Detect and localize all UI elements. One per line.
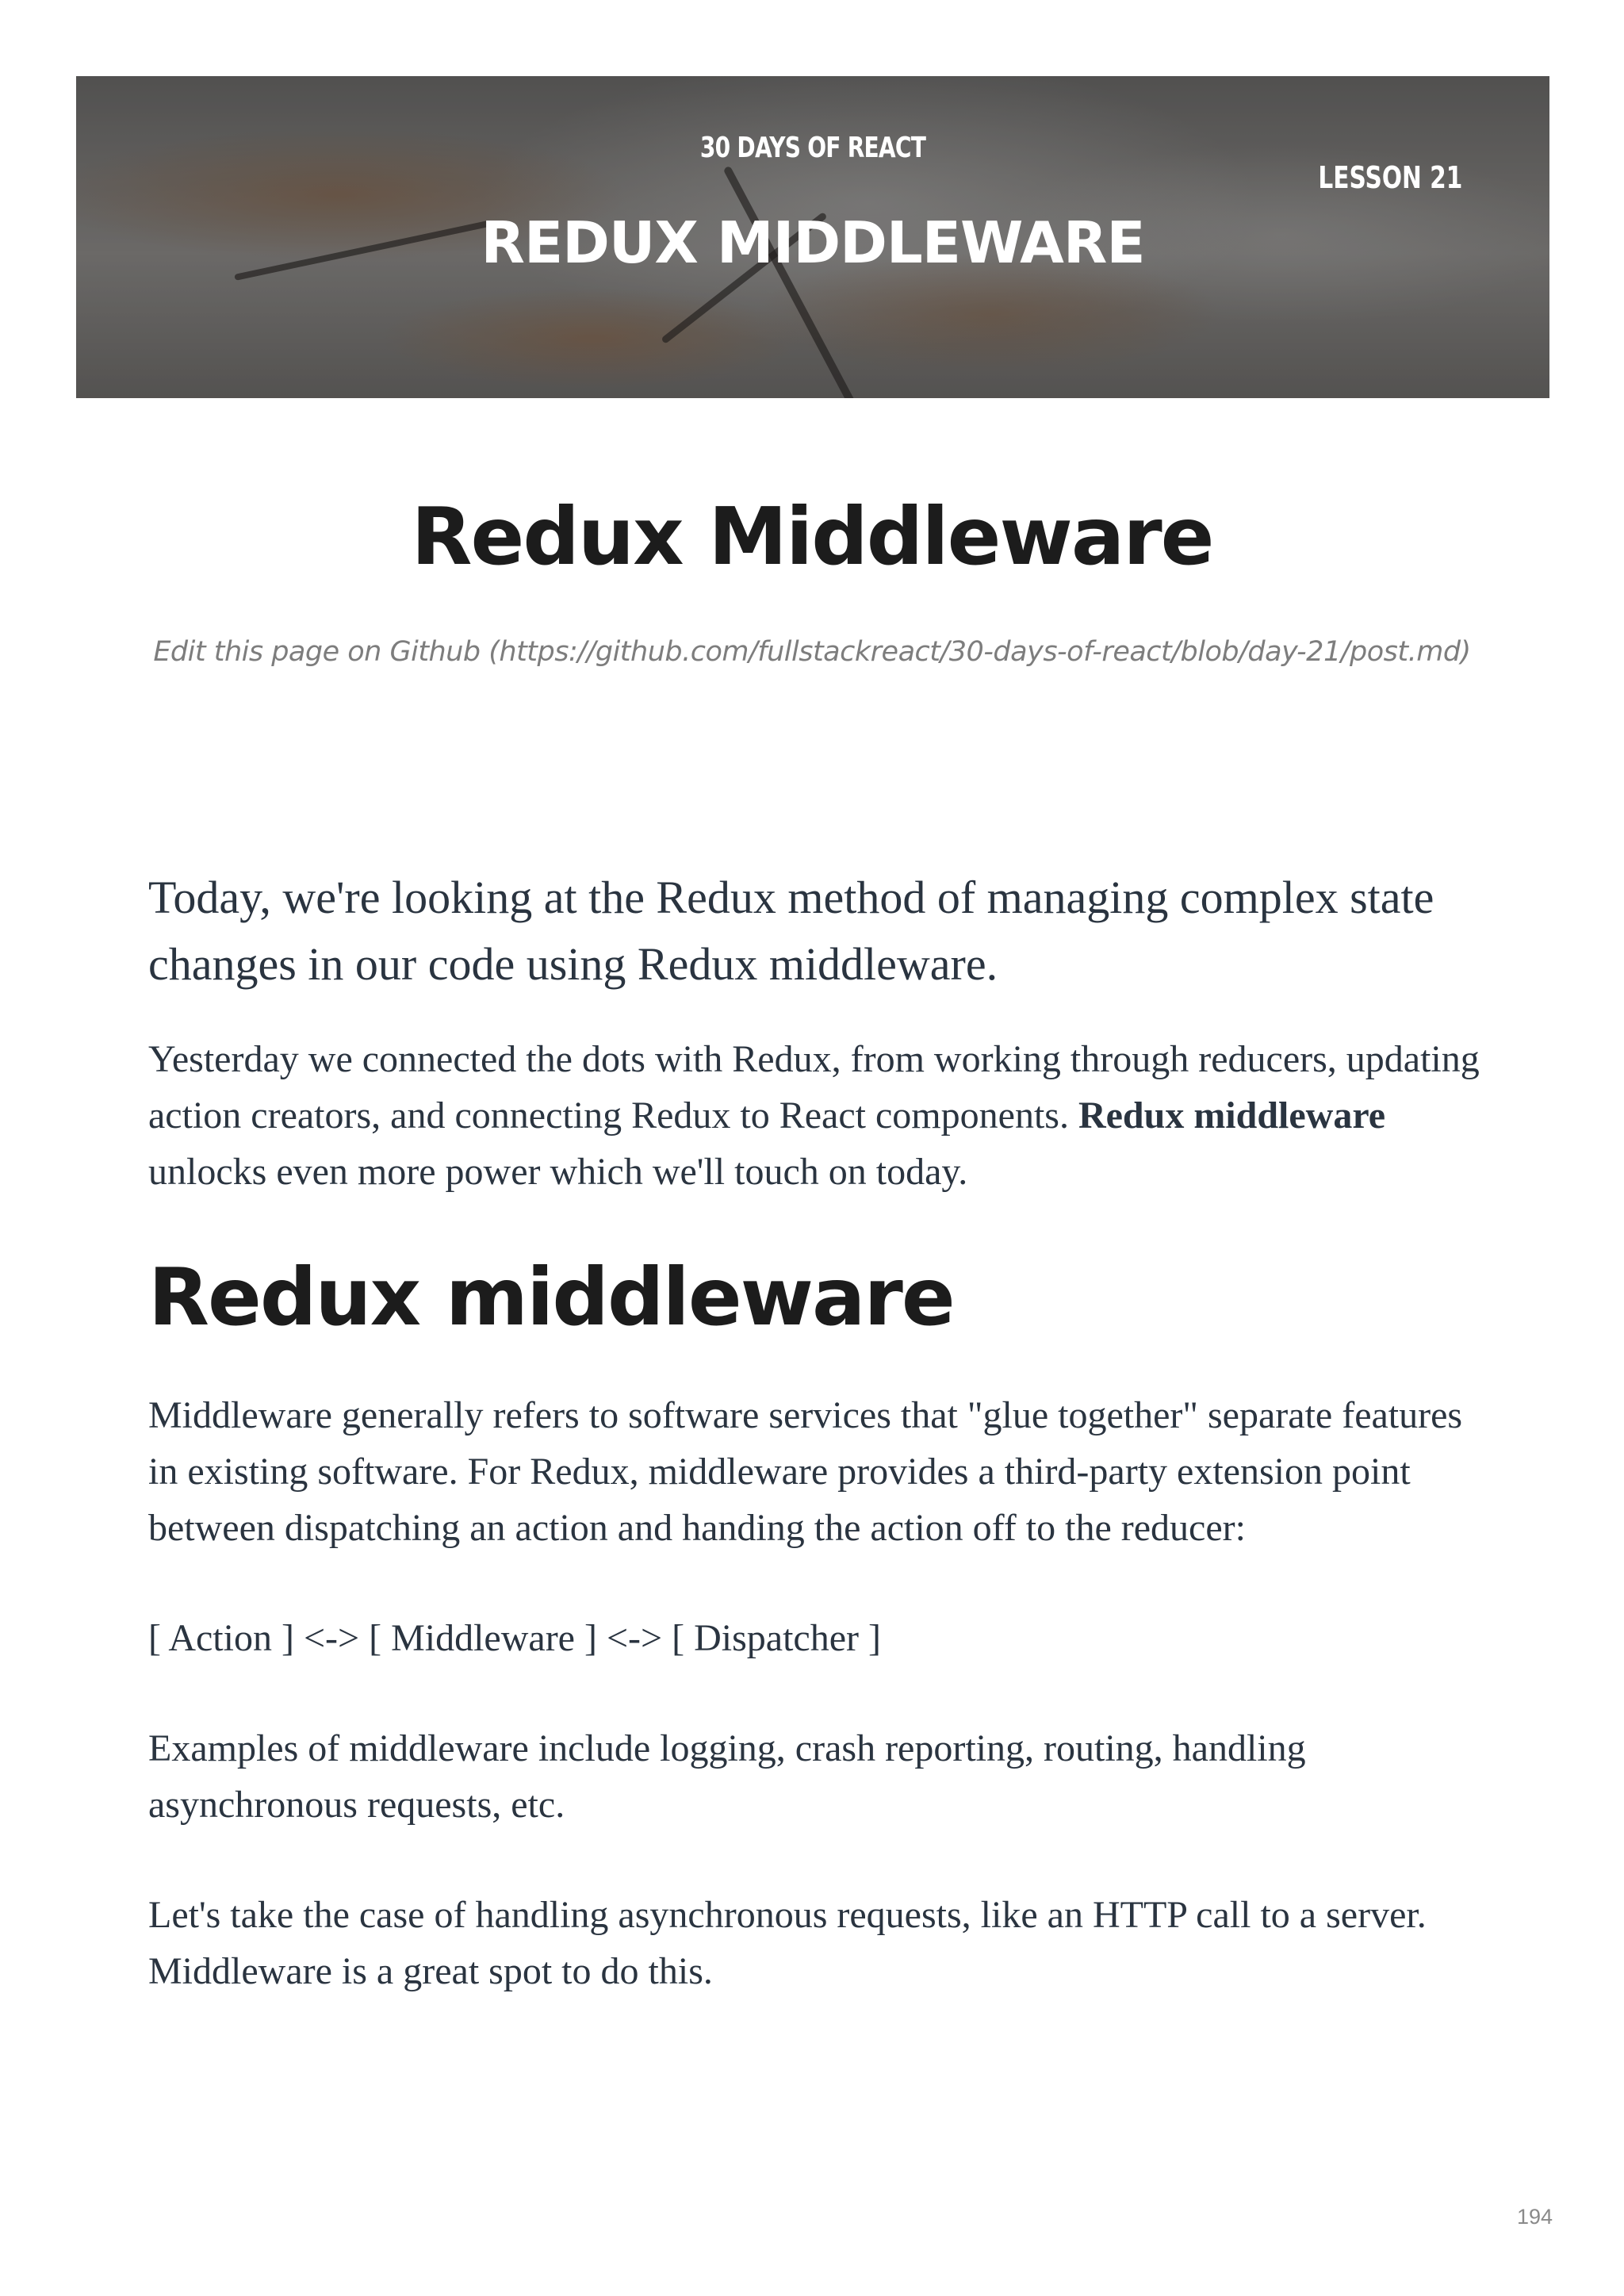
intro-text-end: unlocks even more power which we'll touch on today. (148, 1151, 968, 1193)
banner-lesson-number: LESSON 21 (1317, 160, 1462, 195)
examples-paragraph: Examples of middleware include logging, crash reporting, routing, handling asynchronous requests, etc. (148, 1727, 1306, 1826)
section-heading: Redux middleware (148, 1251, 954, 1343)
intro-paragraph (148, 1031, 1480, 1200)
intro-text-start: Yesterday we connected the dots with Redux, from working through reducers, updating action creators, and connecting Redux to React components. (148, 1038, 1480, 1137)
lesson-banner (76, 76, 1549, 398)
intro-bold-term: Redux middleware (1078, 1094, 1386, 1137)
middleware-flow: [ Action ] <-> [ Middleware ] <-> [ Dispatcher ] (148, 1617, 881, 1659)
page-number: 194 (1516, 2205, 1553, 2229)
edit-on-github-link[interactable]: Edit this page on Github (https://github.com/fullstackreact/30-days-of-react/blob/day-21/post.md) (153, 636, 1471, 668)
async-paragraph: Let's take the case of handling asynchronous requests, like an HTTP call to a server. Middleware is a great spot to do this. (148, 1894, 1427, 1992)
lead-paragraph: Today, we're looking at the Redux method of managing complex state changes in our code using Redux middleware. (148, 872, 1434, 990)
banner-title: REDUX MIDDLEWARE (481, 209, 1145, 276)
article-body (148, 864, 1480, 2053)
page-title: Redux Middleware (411, 490, 1213, 583)
banner-series-label: 30 DAYS OF REACT (699, 132, 926, 164)
definition-paragraph: Middleware generally refers to software services that "glue together" separate features in existing software. For Redux, middleware provides a third-party extension point between dispatching an action and handing the action off to the reducer: (148, 1394, 1463, 1549)
